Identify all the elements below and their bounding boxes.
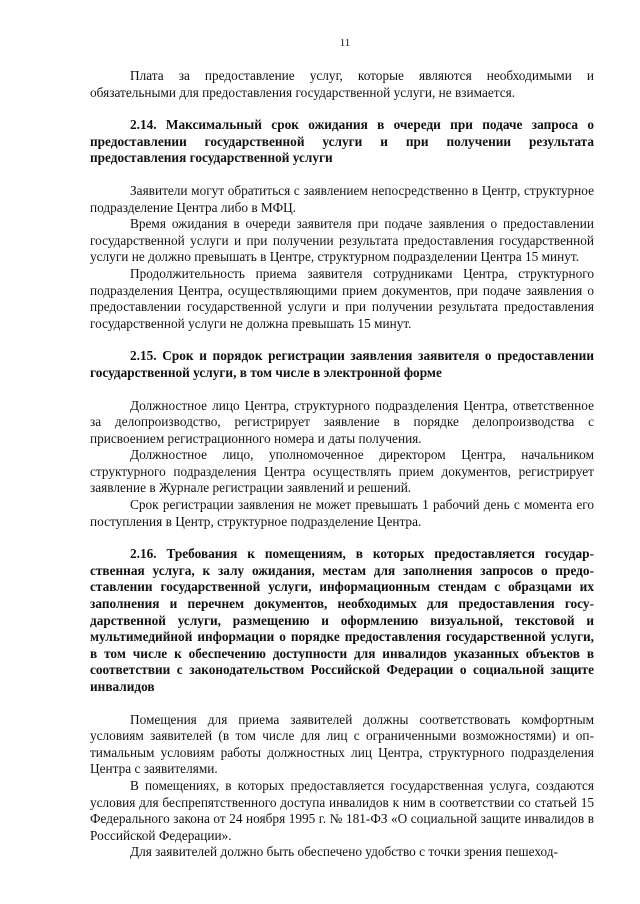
paragraph-2-14-2: Время ожидания в очереди заявителя при подаче заявления о предоставлении государственной услуги и при получении результата предоставления государственной услуги не должно превышать в Центре, структурном подразделении Центра 15 минут. bbox=[90, 216, 594, 265]
paragraph-2-14-1: Заявители могут обратиться с заявлением непосредственно в Центр, структурное подразделение Центра либо в МФЦ. bbox=[90, 182, 594, 215]
paragraph-2-15-1: Должностное лицо Центра, структурного подразделения Центра, ответственное за делопроизводство, регистрирует заявление в порядке делопроизводства с присвоением регистрационного номера и даты получения. bbox=[90, 397, 594, 446]
paragraph-2-15-2: Должностное лицо, уполномоченное директором Центра, начальником структурного подразделения Центра осуществлять прием документов, регистрирует заявление в Журнале регистрации заявлений и решений. bbox=[90, 447, 594, 496]
heading-2-15: 2.15. Срок и порядок регистрации заявления заявителя о предоставлении государственной услуги, в том числе в электронной форме bbox=[90, 348, 594, 380]
heading-2-14: 2.14. Максимальный срок ожидания в очереди при подаче запроса о предоставлении государственной услуги и при получении результата предоставления государственной услуги bbox=[90, 117, 594, 166]
page-number: 11 bbox=[339, 37, 351, 49]
paragraph-2-16-3: Для заявителей должно быть обеспечено удобство с точки зрения пешеход- bbox=[130, 844, 558, 860]
paragraph-fee: Плата за предоставление услуг, которые являются необходимыми и обязательными для предоставления государственной услуги, не взимается. bbox=[90, 68, 594, 100]
paragraph-2-16-1: Помещения для приема заявителей должны соответствовать комфортным условиям заявителей (в том числе для лиц с ограниченными возможностями) и оптимальным условиям работы должностных лиц Центра, структурного подразделения Центра с заявителями. bbox=[90, 711, 594, 777]
paragraph-2-14-3: Продолжительность приема заявителя сотрудниками Центра, структурного подразделения Центра, осуществляющими прием документов, при подаче заявления о предоставлении государственной услуги и при получении результата предоставления государственной услуги не должна превышать 15 минут. bbox=[90, 265, 594, 331]
heading-2-16: 2.16. Требования к помещениям, в которых предоставляется государственная услуга, к залу ожидания, местам для заполнения запросов о предоставлении государственной услуги, информационным стендам с образцами их заполнения и перечнем документов, необходимых для предоставления государственной услуги, размещению и оформлению визуальной, текстовой и мультимедийной информации о порядке предоставления государственной услуги, в том числе к обеспечению доступности для инвалидов указанных объектов в соответствии с законодательством Российской Федерации о социальной защите инвалидов bbox=[90, 546, 594, 694]
paragraph-2-16-2: В помещениях, в которых предоставляется государственная услуга, создаются условия для беспрепятственного доступа инвалидов к ним в соответствии со статьей 15 Федерального закона от 24 ноября 1995 г. № 181-ФЗ «О социальной защите инвалидов в Российской Федерации». bbox=[90, 777, 594, 843]
paragraph-2-15-3: Срок регистрации заявления не может превышать 1 рабочий день с момента его поступления в Центр, структурное подразделение Центра. bbox=[90, 497, 594, 529]
